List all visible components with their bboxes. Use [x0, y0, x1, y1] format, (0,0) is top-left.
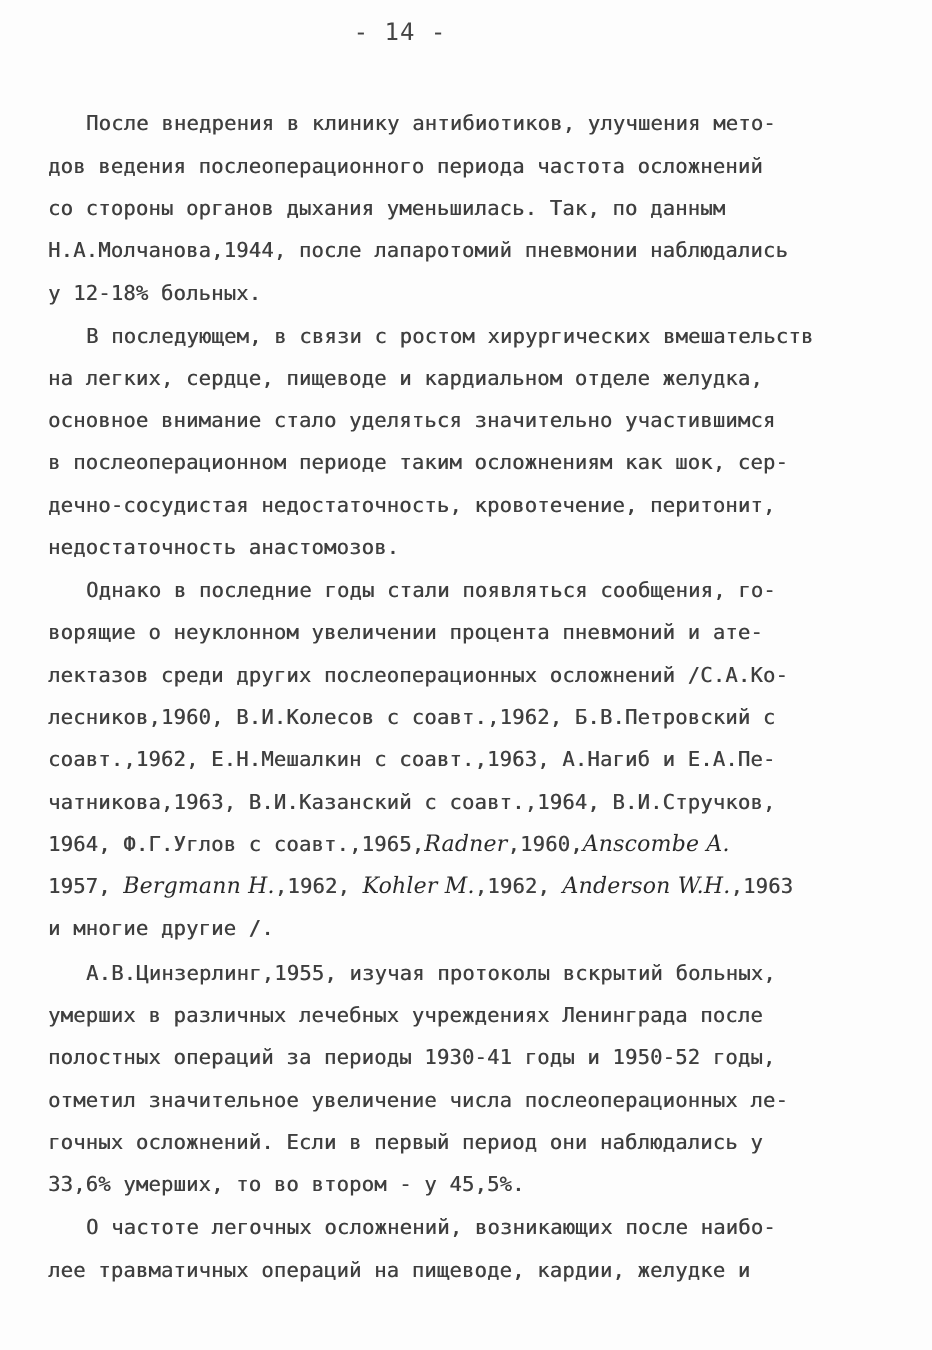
text-line: А.В.Цинзерлинг,1955, изучая протоколы вскрытий больных,	[86, 961, 776, 985]
text-line: отметил значительное увеличение числа послеоперационных ле-	[48, 1088, 788, 1112]
text-line: дечно-сосудистая недостаточность, кровотечение, перитонит,	[48, 493, 776, 517]
handwritten-bergmann: Bergmann H.	[123, 874, 275, 899]
handwritten-kohler: Kohler M.	[362, 874, 475, 899]
text-line-with-handwriting	[48, 871, 793, 902]
text-line: основное внимание стало уделяться значительно участившимся	[48, 408, 776, 432]
text-line: Однако в последние годы стали появляться сообщения, го-	[86, 578, 776, 602]
text-line: гочных осложнений. Если в первый период они наблюдались у	[48, 1130, 763, 1154]
text-line: Н.А.Молчанова,1944, после лапаротомий пневмонии наблюдались	[48, 238, 788, 262]
text-line: со стороны органов дыхания уменьшилась. Так, по данным	[48, 196, 726, 220]
typed-text: 1957,	[48, 874, 111, 898]
text-line: лее травматичных операций на пищеводе, кардии, желудке и	[48, 1258, 751, 1282]
text-line: В последующем, в связи с ростом хирургических вмешательств	[86, 324, 814, 348]
handwritten-anscombe: Anscombe A.	[582, 832, 730, 857]
typed-text: 1964, Ф.Г.Углов с соавт.,1965,	[48, 832, 425, 856]
handwritten-radner: Radner	[424, 832, 508, 857]
text-line: полостных операций за периоды 1930-41 годы и 1950-52 годы,	[48, 1045, 776, 1069]
text-line: умерших в различных лечебных учреждениях Ленинграда после	[48, 1003, 763, 1027]
text-line: лесников,1960, В.И.Колесов с соавт.,1962, Б.В.Петровский с	[48, 705, 776, 729]
typed-text: ,1962,	[474, 874, 550, 898]
typed-text: ,1962,	[274, 874, 351, 898]
text-line: у 12-18% больных.	[48, 281, 262, 305]
typed-text: ,1963	[730, 874, 794, 898]
text-line: ворящие о неуклонном увеличении процента пневмоний и ате-	[48, 620, 763, 644]
text-line: в послеоперационном периоде таким осложнениям как шок, сер-	[48, 450, 788, 474]
text-line: и многие другие /.	[48, 916, 274, 940]
text-line-with-handwriting	[48, 829, 730, 860]
text-line: 33,6% умерших, то во втором - у 45,5%.	[48, 1172, 525, 1196]
text-line: дов ведения послеоперационного периода частота осложнений	[48, 154, 763, 178]
typed-text: ,1960,	[507, 832, 583, 856]
text-line: соавт.,1962, Е.Н.Мешалкин с соавт.,1963, А.Нагиб и Е.А.Пе-	[48, 747, 776, 771]
handwritten-anderson: Anderson W.H.	[562, 874, 731, 899]
text-line: О частоте легочных осложнений, возникающих после наибо-	[86, 1215, 776, 1239]
text-line: После внедрения в клинику антибиотиков, улучшения мето-	[86, 111, 776, 135]
text-line: на легких, сердце, пищеводе и кардиальном отделе желудка,	[48, 366, 763, 390]
page-number: - 14 -	[353, 18, 447, 46]
text-line: недостаточность анастомозов.	[48, 535, 400, 559]
text-line: чатникова,1963, В.И.Казанский с соавт.,1964, В.И.Стручков,	[48, 790, 776, 814]
text-line: лектазов среди других послеоперационных осложнений /С.А.Ко-	[48, 663, 788, 687]
